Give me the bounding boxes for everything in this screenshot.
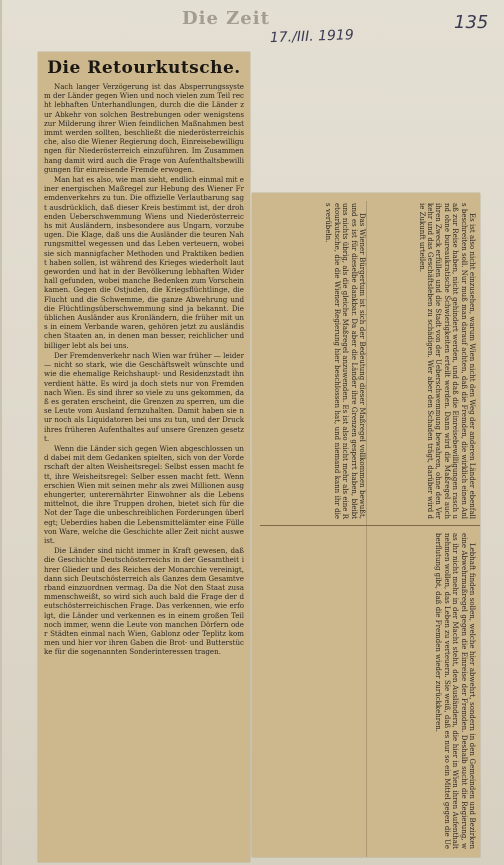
article-paragraph: Man hat es also, wie man sieht, endlich einmal mit einer energischen Maßregel zur Hebung des Wiener Fremdenverkehrs zu tun. Die offizielle Verlautbarung sagt ausdrücklich, daß dieser Kreis bestimmt ist, der drohenden Ueberschwemmung Wiens und Niederösterreichs mit Ausländern, insbesondere aus Ungarn, vorzubeugen. Die Klage, daß uns die Ausländer die teuren Nahrungsmittel wegessen und das Leben verteuern, wobei sie sich mannigfacher Methoden und Praktiken bedient haben sollen, ist während des Krieges wiederholt laut geworden und hat in der Bevölkerung lebhaften Widerhall gefunden, wobei manche Bedenken zum Vorschein kamen. Gegen die Ostjuden, die Kriegsflüchtlinge, die Flucht und die Schwemme, die ganze Abwehrung und die Flüchtlingsüberschwemmung sind ja bekannt. Die üblichen Ausländer aus Kronländern, die früher mit uns in einem Verbande waren, gehören jetzt zu ausländischen Staaten an, in denen man besser, reichlicher und billiger lebt als bei uns.: [44, 175, 244, 350]
article-paragraph: Das Wiener Bürgertum ist sich der Bedeutung dieser Maßregel vollkommen bewußt, und es ist für dieselbe dankbar. Da aber die Länder ihre Grenzen gesperrt haben, bleibt uns nichts übrig, als die gleiche Maßregel anzuwenden. Es ist also nicht mehr als eine Retourkutsche, die die Wiener Regierung hier beschlossen hat, und niemand kann ihr dies verübeln.: [324, 203, 366, 519]
handwritten-date: 17./III. 1919: [269, 27, 354, 47]
article-paragraph: Nach langer Verzögerung ist das Absperrungssystem der Länder gegen Wien und noch vielen zum Teil recht lebhaften Unterhandlungen, durch die die Länder zur Abkehr von solchen Bestrebungen oder wenigstens zur Milderung ihrer Wien feindlichen Maßnahmen bestimmt werden sollten, beschließt die niederösterreichische, also die Wiener Regierung doch, Einreisebewilligungen für Niederösterreich einzuführen. Im Zusammenhang damit wird auch die Frage von Aufenthaltsbewilligungen für einreisende Fremde erwogen.: [44, 82, 244, 174]
column-rule: [366, 201, 367, 857]
article-paragraph: Der Fremdenverkehr nach Wien war früher — leider — nicht so stark, wie die Geschäftswelt wünschte und wie die ehemalige Reichshaupt- und Residenzstadt ihn verdient hätte. Es wird ja doch stets nur von Fremden nach Wien. Es sind ihrer so viele zu uns gekommen, daß es geraten erscheint, die Grenzen zu sperren, um diese Leute vom Ausland fernzuhalten. Damit haben sie nur noch als Liquidatoren bei uns zu tun, und der Druck ihres früheren Aufenthaltes auf unsere Grenzen gesetzt.: [44, 350, 244, 443]
article-paragraph: Wenn die Länder sich gegen Wien abgeschlossen und dabei mit dem Gedanken spielten, sich von der Vorderschaft der alten Weisheitsregel: Selbst essen macht fett, ihre Weisheitsregel: Selber essen macht fett. Wenn erschien Wien mit seinen mehr als zwei Millionen ausgehungerter, unterernährter Einwohner als die Lebensmittelnot, die ihre Truppen drohen, bietet sich für die Not der Tage die unbeschreiblichen Forderungen überlegt; Ueberdies haben die Lebensmittelämter eine Fülle von Ware, welche die Geschichte aller Zeit nicht ausweist.: [44, 443, 244, 545]
article-paragraph: Es ist also nicht einzusehen, warum Wien nicht den Weg der anderen Länder ebenfalls beschreiten soll. Nur muß man darauf achten, daß die Fremden, die wirklich einen Anlaß zur Reise haben, nicht gehindert werden, und daß die Einreisebewilligungen rasch und ohne bureaukratische Schwierigkeiten erteilt werden. Dann wird die Maßregel auch ihren Zweck erfüllen und die Stadt von der Ueberschwemmung bewahren, ohne den Verkehr und das Geschäftsleben zu schädigen. Wer aber den Schaden trägt, darüber wird die Zukunft urteilen.: [417, 203, 476, 519]
masthead-stamp: Die Zeit: [182, 8, 270, 29]
rotated-columns: [256, 197, 476, 853]
clipping-continuation: [252, 193, 480, 857]
handwritten-page-number: 135: [454, 12, 489, 33]
clipping-main: [38, 52, 250, 862]
continuation-column: [370, 197, 476, 525]
continuation-column: [260, 197, 366, 525]
continuation-column: [370, 527, 476, 855]
section-rule: [260, 525, 480, 526]
article-headline: Die Retourkutsche.: [47, 58, 241, 78]
article-paragraph: Die Länder sind nicht immer in Kraft gewesen, daß die Geschichte Deutschösterreichs in der Gesamtheit ihrer Glieder und des Reiches der Monarchie vereinigt, dann sich Deutschösterreich als Ganzes dem Gesamtverband einzuordnen vermag. Da die Not den Staat zusammenschweißt, so wird sich auch bald die Frage der deutschösterreichischen Frage. Das verkennen, wie erfolgt, die Länder und verkennen es in einem großen Teil noch immer, wenn die Leute von manchen Dörfern oder Städten einmal nach Wien, Gablonz oder Teplitz kommen und hier vor ihren Gaben die Brot- und Butterstücke für die sogenannten Sonderinteressen tragen.: [44, 546, 244, 657]
article-paragraph: Lebhaft finden sollen, welche hier abwehrt, sondern in den Gemeinden und Bezirken eine Abwehrmaßregel gegen die Einreise der Fremden. Deshalb sucht die Regierung, was ihr nicht mehr in der Macht steht, den Ausländern, die hier in Wien ihren Aufenthalt nehmen wollen, das Leben zu verteuern. Sie weiß, daß es nur so ein Mittel gegen die Ueberflutung gibt, daß die Fremden wieder zurückkehren.: [434, 533, 476, 849]
